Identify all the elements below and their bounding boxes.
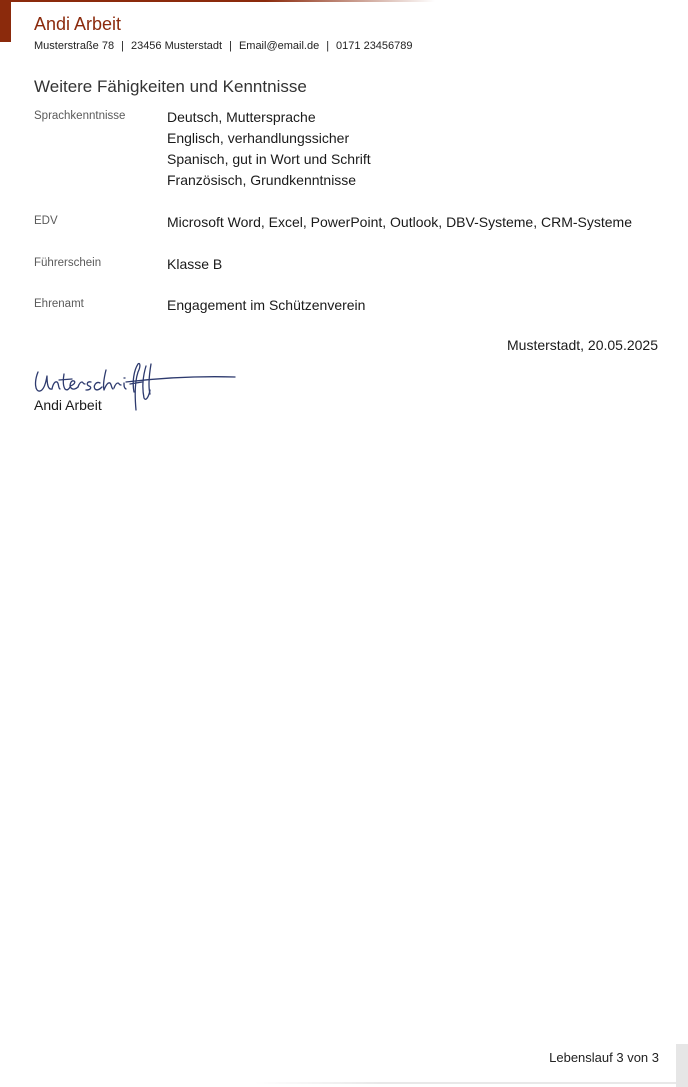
volunteer-entry: Engagement im Schützenverein bbox=[167, 297, 366, 313]
signer-name: Andi Arbeit bbox=[34, 397, 102, 413]
contact-separator: | bbox=[121, 40, 124, 52]
language-entry: Französisch, Grundkenntnisse bbox=[167, 172, 357, 188]
skills-row-value bbox=[167, 212, 632, 233]
skills-row-value bbox=[167, 107, 371, 191]
header-top-rule bbox=[11, 0, 435, 2]
skills-row-label: Führerschein bbox=[34, 257, 102, 269]
skills-row-value bbox=[167, 254, 222, 275]
skills-row-license bbox=[34, 254, 674, 276]
page-footer: Lebenslauf 3 von 3 bbox=[549, 1050, 659, 1065]
it-entry: Microsoft Word, Excel, PowerPoint, Outlook, DBV-Systeme, CRM-Systeme bbox=[167, 214, 632, 230]
contact-separator: | bbox=[229, 40, 232, 52]
place-date: Musterstadt, 20.05.2025 bbox=[507, 337, 658, 353]
skills-row-languages bbox=[34, 107, 674, 191]
skills-row-label: EDV bbox=[34, 215, 58, 227]
contact-email: Email@email.de bbox=[238, 40, 320, 52]
skills-row-it bbox=[34, 212, 674, 234]
skills-row-volunteer bbox=[34, 295, 674, 317]
scrollbar[interactable] bbox=[676, 1044, 688, 1087]
contact-address: Musterstraße 78 bbox=[34, 40, 115, 52]
skills-row-label: Ehrenamt bbox=[34, 298, 84, 310]
language-entry: Spanisch, gut in Wort und Schrift bbox=[167, 151, 371, 167]
skills-row-value bbox=[167, 295, 365, 316]
footer-rule bbox=[255, 1082, 676, 1084]
contact-phone: 0171 23456789 bbox=[336, 40, 413, 52]
contact-line bbox=[34, 40, 413, 52]
header-name: Andi Arbeit bbox=[34, 14, 122, 34]
section-title: Weitere Fähigkeiten und Kenntnisse bbox=[34, 77, 307, 96]
language-entry: Englisch, verhandlungssicher bbox=[167, 130, 350, 146]
contact-separator: | bbox=[326, 40, 330, 52]
skills-row-label: Sprachkenntnisse bbox=[34, 110, 126, 122]
header-accent-bar bbox=[0, 0, 11, 42]
language-entry: Deutsch, Muttersprache bbox=[167, 109, 316, 125]
contact-city: 23456 Musterstadt bbox=[130, 40, 223, 52]
license-entry: Klasse B bbox=[167, 256, 223, 272]
